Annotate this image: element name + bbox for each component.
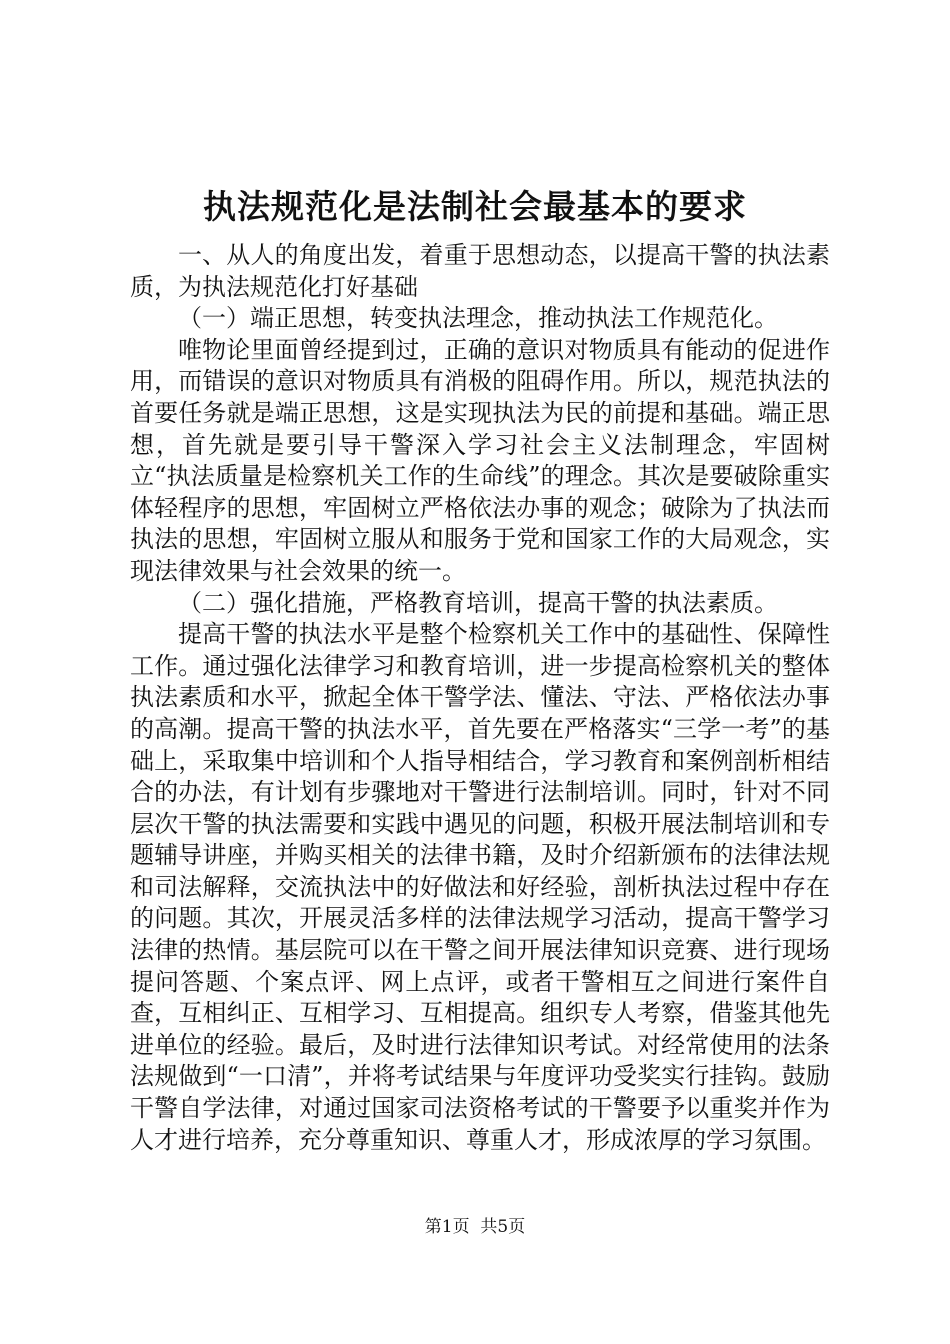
body-paragraph-1: 唯物论里面曾经提到过，正确的意识对物质具有能动的促进作用，而错误的意识对物质具有消极的阻碍作用。所以，规范执法的首要任务就是端正思想，这是实现执法为民的前提和基础。端正思想，首先就是要引导干警深入学习社会主义法制理念，牢固树立“执法质量是检察机关工作的生命线”的理念。其次是要破除重实体轻程序的思想，牢固树立严格依法办事的观念；破除为了执法而执法的思想，牢固树立服从和服务于党和国家工作的大局观念，实现法律效果与社会效果的统一。 [130, 335, 830, 585]
subsection-heading-1: （一）端正思想，转变执法理念，推动执法工作规范化。 [178, 304, 778, 333]
document-title: 执法规范化是法制社会最基本的要求 [203, 187, 747, 226]
page-footer [0, 1215, 950, 1239]
section-heading-1: 一、从人的角度出发，着重于思想动态，以提高干警的执法素质，为执法规范化打好基础 [130, 241, 830, 301]
body-paragraph-2: 提高干警的执法水平是整个检察机关工作中的基础性、保障性工作。通过强化法律学习和教育培训，进一步提高检察机关的整体执法素质和水平，掀起全体干警学法、懂法、守法、严格依法办事的高潮。提高干警的执法水平，首先要在严格落实“三学一考”的基础上，采取集中培训和个人指导相结合，学习教育和案例剖析相结合的办法，有计划有步骤地对干警进行法制培训。同时，针对不同层次干警的执法需要和实践中遇见的问题，积极开展法制培训和专题辅导讲座，并购买相关的法律书籍，及时介绍新颁布的法律法规和司法解释，交流执法中的好做法和好经验，剖析执法过程中存在的问题。其次，开展灵活多样的法律法规学习活动，提高干警学习法律的热情。基层院可以在干警之间开展法律知识竞赛、进行现场提问答题、个案点评、网上点评，或者干警相互之间进行案件自查，互相纠正、互相学习、互相提高。组织专人考察，借鉴其他先进单位的经验。最后，及时进行法律知识考试。对经常使用的法条法规做到“一口清”，并将考试结果与年度评功受奖实行挂钩。鼓励干警自学法律，对通过国家司法资格考试的干警要予以重奖并作为人才进行培养，充分尊重知识、尊重人才，形成浓厚的学习氛围。 [130, 620, 830, 1154]
subsection-heading-2: （二）强化措施，严格教育培训，提高干警的执法素质。 [178, 588, 778, 617]
document-body [130, 240, 830, 1156]
page-number: 第1页 共5页 [424, 1217, 526, 1237]
